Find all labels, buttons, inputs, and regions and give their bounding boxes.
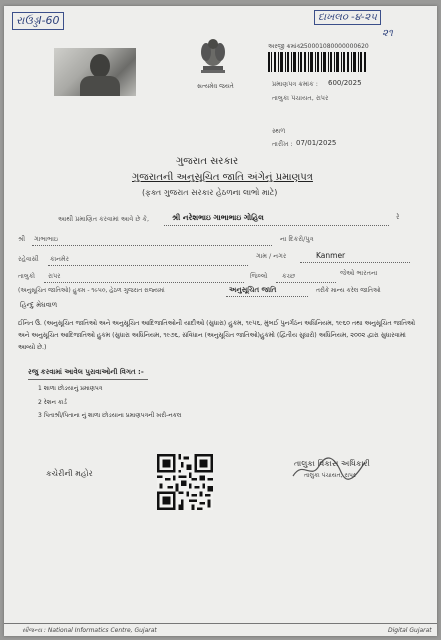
district-label: જિલ્લો (250, 272, 268, 280)
handwritten-code: રાઉડ્ડI-60 (12, 12, 64, 30)
issuing-office: તાલુકા પંચાયત, રાપર (272, 94, 329, 102)
state-label: જેઓ ભારતના (340, 269, 378, 277)
taluka-value: રાપર (48, 272, 61, 280)
applicant-photo (54, 48, 136, 96)
suffix-re: રે (396, 213, 400, 221)
signing-office: તાલુકા પંચાયત, રાપર (304, 472, 357, 479)
place-label: સ્થળ (272, 127, 286, 135)
relation-label: ના દિકરો/પુત્ર (280, 235, 314, 243)
evidence-item: 2 રેશન કાર્ડ (38, 399, 67, 406)
signing-officer-title: તાલુકા વિકાસ અધિકારી (294, 459, 370, 468)
scheme-value: અનુસૂચિત જાતિ (229, 286, 277, 294)
scheme-prefix: (અનુસૂચિત જાતિઓ) હુકમ - ૧૯૫૦, હેઠળ ગુજરાત રાજ્યમાં (18, 287, 165, 294)
emblem-caption: સત્યમેવ જયતે (197, 83, 234, 90)
caste-label: રહેવાસી (18, 255, 39, 263)
office-seal-label: કચેરીની મહોર (46, 469, 93, 478)
certificate-subtitle: (ફક્ત ગુજરાત સરકાર હેઠળના લાભો માટે) (142, 188, 278, 197)
serial-number: 250001080000000620 (300, 43, 369, 50)
state-emblem-icon (191, 36, 235, 82)
certificate-title: ગુજરાતની અનુસૂચિત જાતિ અંગેનું પ્રમાણપત્ર (132, 172, 313, 183)
taluka-label: તાલુકો (18, 272, 36, 280)
legal-paragraph: ઈનિત ઉ. (અનુસૂચિત જાતિઓ અને અનુસૂચિત આદિજાતિઓની યાદીઓ (સુધારા) હુકમ, ૧૯૫૬, મુંબઈ પુનર્ગઠન અધિનિયમ, ૧૯૬૦ તથા અનુસૂચિત જાતિઓ અને અનુસૂચિત આદિજાતિઓ હુકમ (સુધારા અધિનિયમ, ૧૯૭૬, સંવિધાન (અનુસૂચિત જાતિઓ)હુકમો (દ્વિતીય સુધારો) અધિનિયમ, ૨૦૦૨ દ્વારા સુધારવામાં આવ્યો છે.) (18, 320, 415, 351)
evidence-heading: રજુ કરવામાં આવેલ પુરાવાઓની વિગત :- (28, 368, 144, 376)
father-label: શ્રી (18, 235, 26, 243)
handwritten-date: દાખલ૦ -૪-૨૫ (314, 10, 381, 25)
cert-number-label: પ્રમાણપત્ર ક્રમાંક : (272, 80, 318, 88)
applicant-name: શ્રી નરેશભાઇ ગાભાભાઇ ગોહિલ (172, 213, 264, 222)
date-label: તારીખ : (272, 140, 293, 148)
government-title: ગુજરાત સરકાર (176, 156, 239, 167)
caste-value: કાનમેર (50, 255, 69, 263)
footer-brand: Digital Gujarat (388, 627, 432, 634)
district-value: કચ્છ (282, 272, 296, 280)
handwritten-page-number: ૨૧ (382, 28, 393, 39)
scheme-suffix: તરીકે માન્ય કરેલ જાતિઓ (316, 287, 381, 294)
footer-credit: સૌજન્ય : National Informatics Centre, Gujarat (22, 627, 157, 634)
issue-date: 07/01/2025 (296, 139, 337, 147)
evidence-item: 1 શાળા છોડયાનું પ્રમાણપત્ર (38, 385, 103, 392)
barcode-icon (268, 52, 366, 72)
cert-number: 600/2025 (328, 79, 362, 87)
caste-name: હિન્દુ મેઘવાળ (20, 301, 58, 309)
village-label: ગામ / નગર (256, 252, 287, 260)
certify-prefix: આથી પ્રમાણિત કરવામાં આવે છે કે, (58, 215, 150, 223)
evidence-item: 3 પિતાશ્રી/પિતાના નું શાળા છોડયાના પ્રમાણપત્રની ખરી-નકલ (38, 412, 182, 419)
father-name: ગાભાભાઇ (34, 235, 59, 243)
certificate-page (4, 6, 437, 636)
serial-label: અરજી ક્રમાંક : (268, 43, 305, 50)
village-value: Kanmer (316, 251, 346, 260)
qr-code-icon (157, 454, 213, 510)
